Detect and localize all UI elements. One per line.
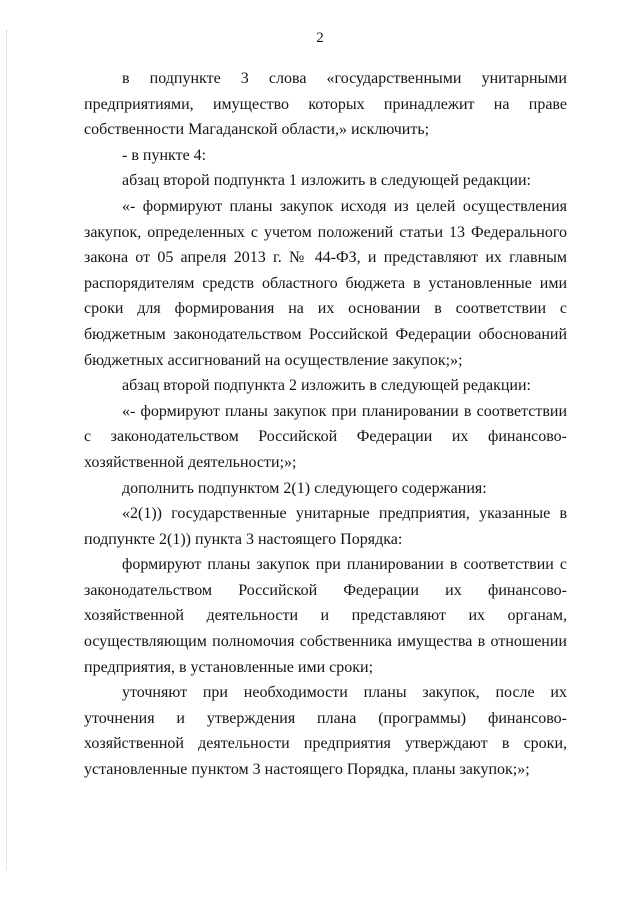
paragraph-subpoint-3-amendment: в подпункте 3 слова «государственными унитарными предприятиями, имущество которых принадлежит на праве собственности Магаданской области,» исключить; <box>84 70 567 139</box>
paragraph-subpoint-2-instruction: абзац второй подпункта 2 изложить в следующей редакции: <box>122 377 531 395</box>
paragraph-subpoint-2-1-intro: «2(1)) государственные унитарные предприятия, указанные в подпункте 2(1)) пункта 3 настоящего Порядка: <box>84 505 567 548</box>
page-number: 2 <box>316 30 324 46</box>
paragraph-subpoint-2-1-form-plans: формируют планы закупок при планировании в соответствии с законодательством Российской Федерации их финансово-хозяйственной деятельности и представляют их органам, осуществляющим полномочия собственника имущества в отношении предприятия, в установленные ими сроки; <box>84 556 567 676</box>
paragraph-subpoint-2-new-text: «- формируют планы закупок при планировании в соответствии с законодательством Российской Федерации их финансово-хозяйственной деятельности;»; <box>84 402 567 471</box>
paragraph-add-subpoint-2-1: дополнить подпунктом 2(1) следующего содержания: <box>122 479 487 497</box>
paragraph-subpoint-1-instruction: абзац второй подпункта 1 изложить в следующей редакции: <box>122 172 531 190</box>
paragraph-point-4-heading: - в пункте 4: <box>122 146 207 164</box>
document-body <box>84 66 567 783</box>
scan-edge-dots <box>6 30 8 870</box>
paragraph-subpoint-1-new-text: «- формируют планы закупок исходя из целей осуществления закупок, определенных с учетом положений статьи 13 Федерального закона от 05 апреля 2013 г. № 44-ФЗ, и представляют их главным распорядителям средств областного бюджета в установленные ими сроки для формирования на их основании в соответствии с бюджетным законодательством Российской Федерации обоснований бюджетных ассигнований на осуществление закупок;»; <box>84 197 567 369</box>
paragraph-subpoint-2-1-refine-plans: уточняют при необходимости планы закупок, после их уточнения и утверждения плана (программы) финансово-хозяйственной деятельности предприятия утверждают в сроки, установленные пунктом 3 настоящего Порядка, планы закупок;»; <box>84 684 567 779</box>
